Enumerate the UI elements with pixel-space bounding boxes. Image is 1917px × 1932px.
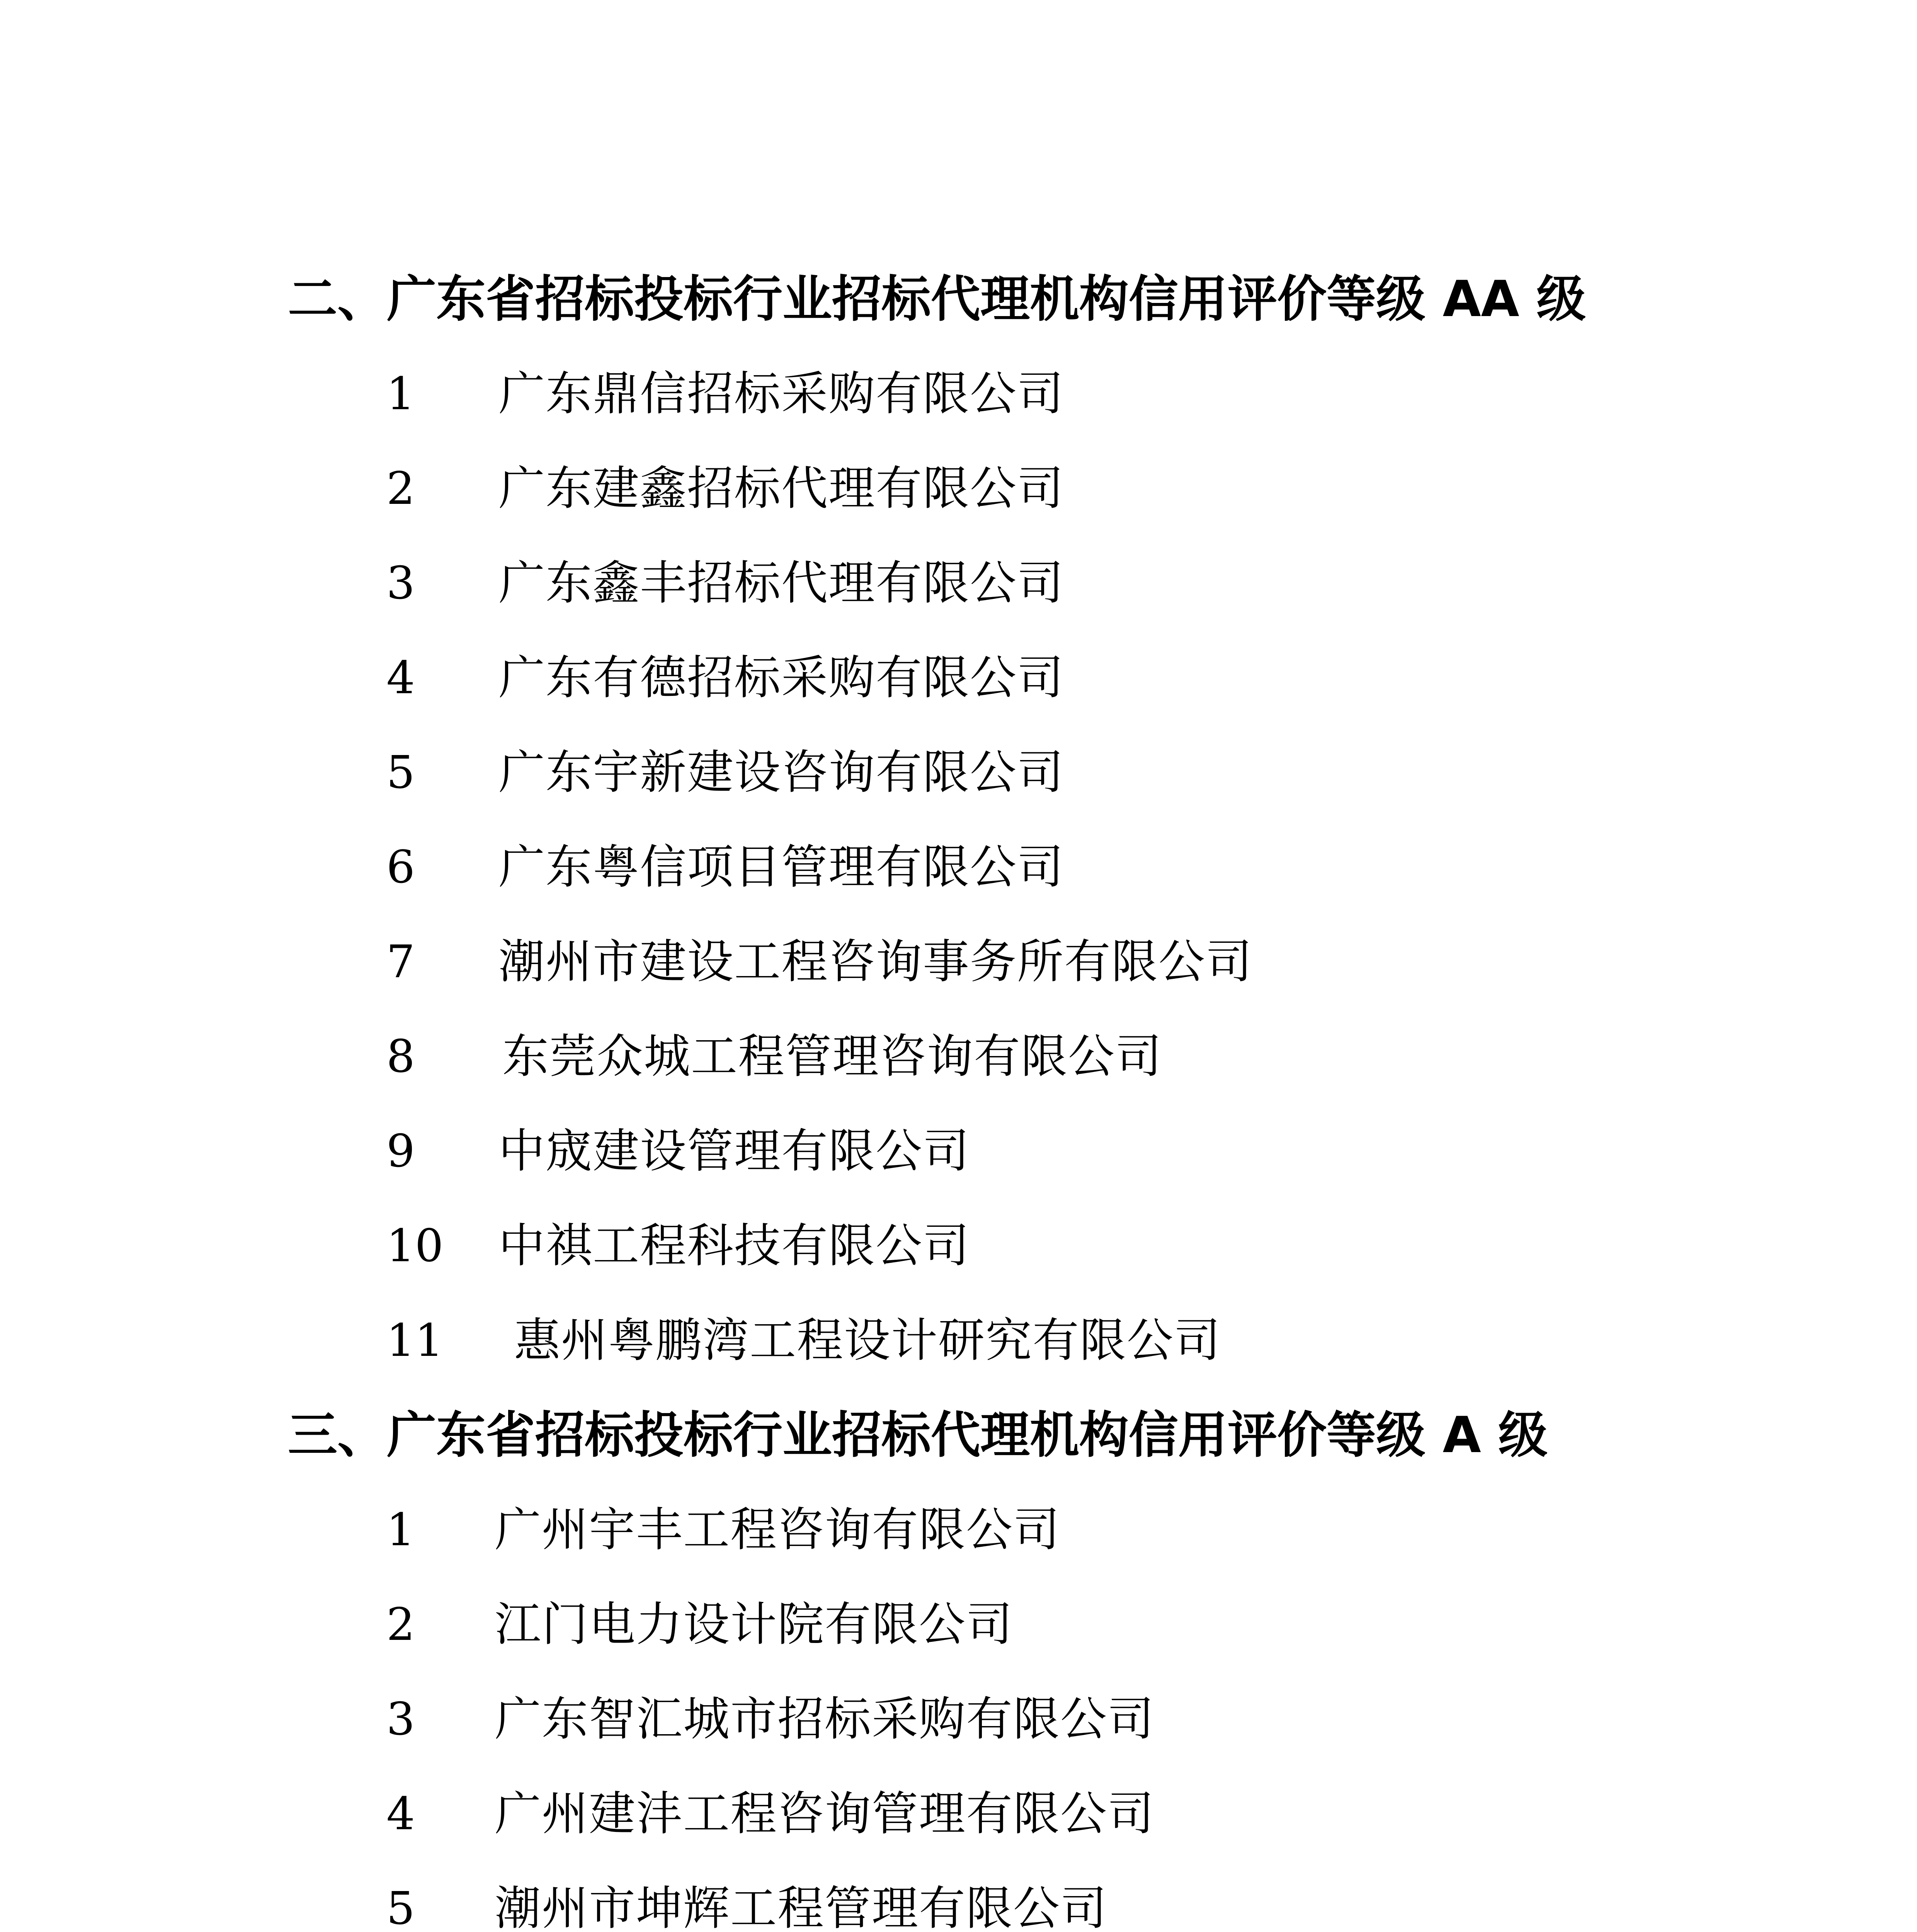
company-name: 广州建沣工程咨询管理有限公司: [495, 1787, 1155, 1841]
list-item: [0, 1497, 1917, 1592]
list-item: [0, 1213, 1917, 1308]
item-number: 3: [386, 557, 415, 609]
company-name: 惠州粤鹏湾工程设计研究有限公司: [514, 1314, 1221, 1367]
list-item: [0, 929, 1917, 1024]
list-item: [0, 835, 1917, 929]
list-item: [0, 645, 1917, 740]
item-number: 5: [386, 1883, 415, 1932]
company-name: 广东智汇城市招标采购有限公司: [495, 1692, 1155, 1746]
company-name: 广东建鑫招标代理有限公司: [498, 462, 1064, 515]
item-number: 7: [386, 936, 415, 988]
item-number: 10: [386, 1220, 444, 1272]
company-name: 中祺工程科技有限公司: [498, 1219, 970, 1273]
section-heading: 三、广东省招标投标行业招标代理机构信用评价等级 A 级: [288, 1406, 1548, 1464]
item-number: 2: [386, 463, 415, 515]
item-number: 11: [386, 1315, 444, 1367]
company-name: 江门电力设计院有限公司: [495, 1598, 1013, 1651]
section-heading: 二、广东省招标投标行业招标代理机构信用评价等级 AA 级: [288, 270, 1586, 328]
item-number: 1: [386, 368, 415, 420]
company-name: 广东有德招标采购有限公司: [498, 651, 1064, 705]
company-name: 中宬建设管理有限公司: [498, 1124, 970, 1178]
list-item: [0, 740, 1917, 835]
item-number: 8: [386, 1031, 415, 1083]
item-number: 6: [386, 841, 415, 893]
item-number: 5: [386, 747, 415, 799]
list-item: [0, 1876, 1917, 1932]
list-item: [0, 361, 1917, 456]
company-name: 东莞众城工程管理咨询有限公司: [502, 1030, 1162, 1083]
list-item: [0, 1308, 1917, 1403]
list-item: [0, 456, 1917, 551]
company-name: 潮州市坤辉工程管理有限公司: [495, 1882, 1107, 1932]
item-number: 2: [386, 1599, 415, 1651]
company-name: 广东宇新建设咨询有限公司: [498, 746, 1064, 799]
item-number: 4: [386, 652, 415, 704]
list-item: [0, 1781, 1917, 1876]
company-name: 广东鑫丰招标代理有限公司: [498, 556, 1064, 610]
item-number: 1: [386, 1504, 415, 1556]
list-item: [0, 1119, 1917, 1213]
company-list: [0, 1497, 1917, 1932]
company-name: 广州宇丰工程咨询有限公司: [495, 1503, 1060, 1557]
list-item: [0, 1687, 1917, 1781]
company-list: [0, 361, 1917, 1403]
company-name: 广东鼎信招标采购有限公司: [498, 367, 1064, 421]
list-item: [0, 1024, 1917, 1119]
company-name: 广东粤信项目管理有限公司: [498, 840, 1064, 894]
item-number: 4: [386, 1788, 415, 1840]
company-name: 潮州市建设工程咨询事务所有限公司: [498, 935, 1253, 989]
list-item: [0, 551, 1917, 645]
item-number: 3: [386, 1693, 415, 1745]
list-item: [0, 1592, 1917, 1687]
item-number: 9: [386, 1125, 415, 1177]
